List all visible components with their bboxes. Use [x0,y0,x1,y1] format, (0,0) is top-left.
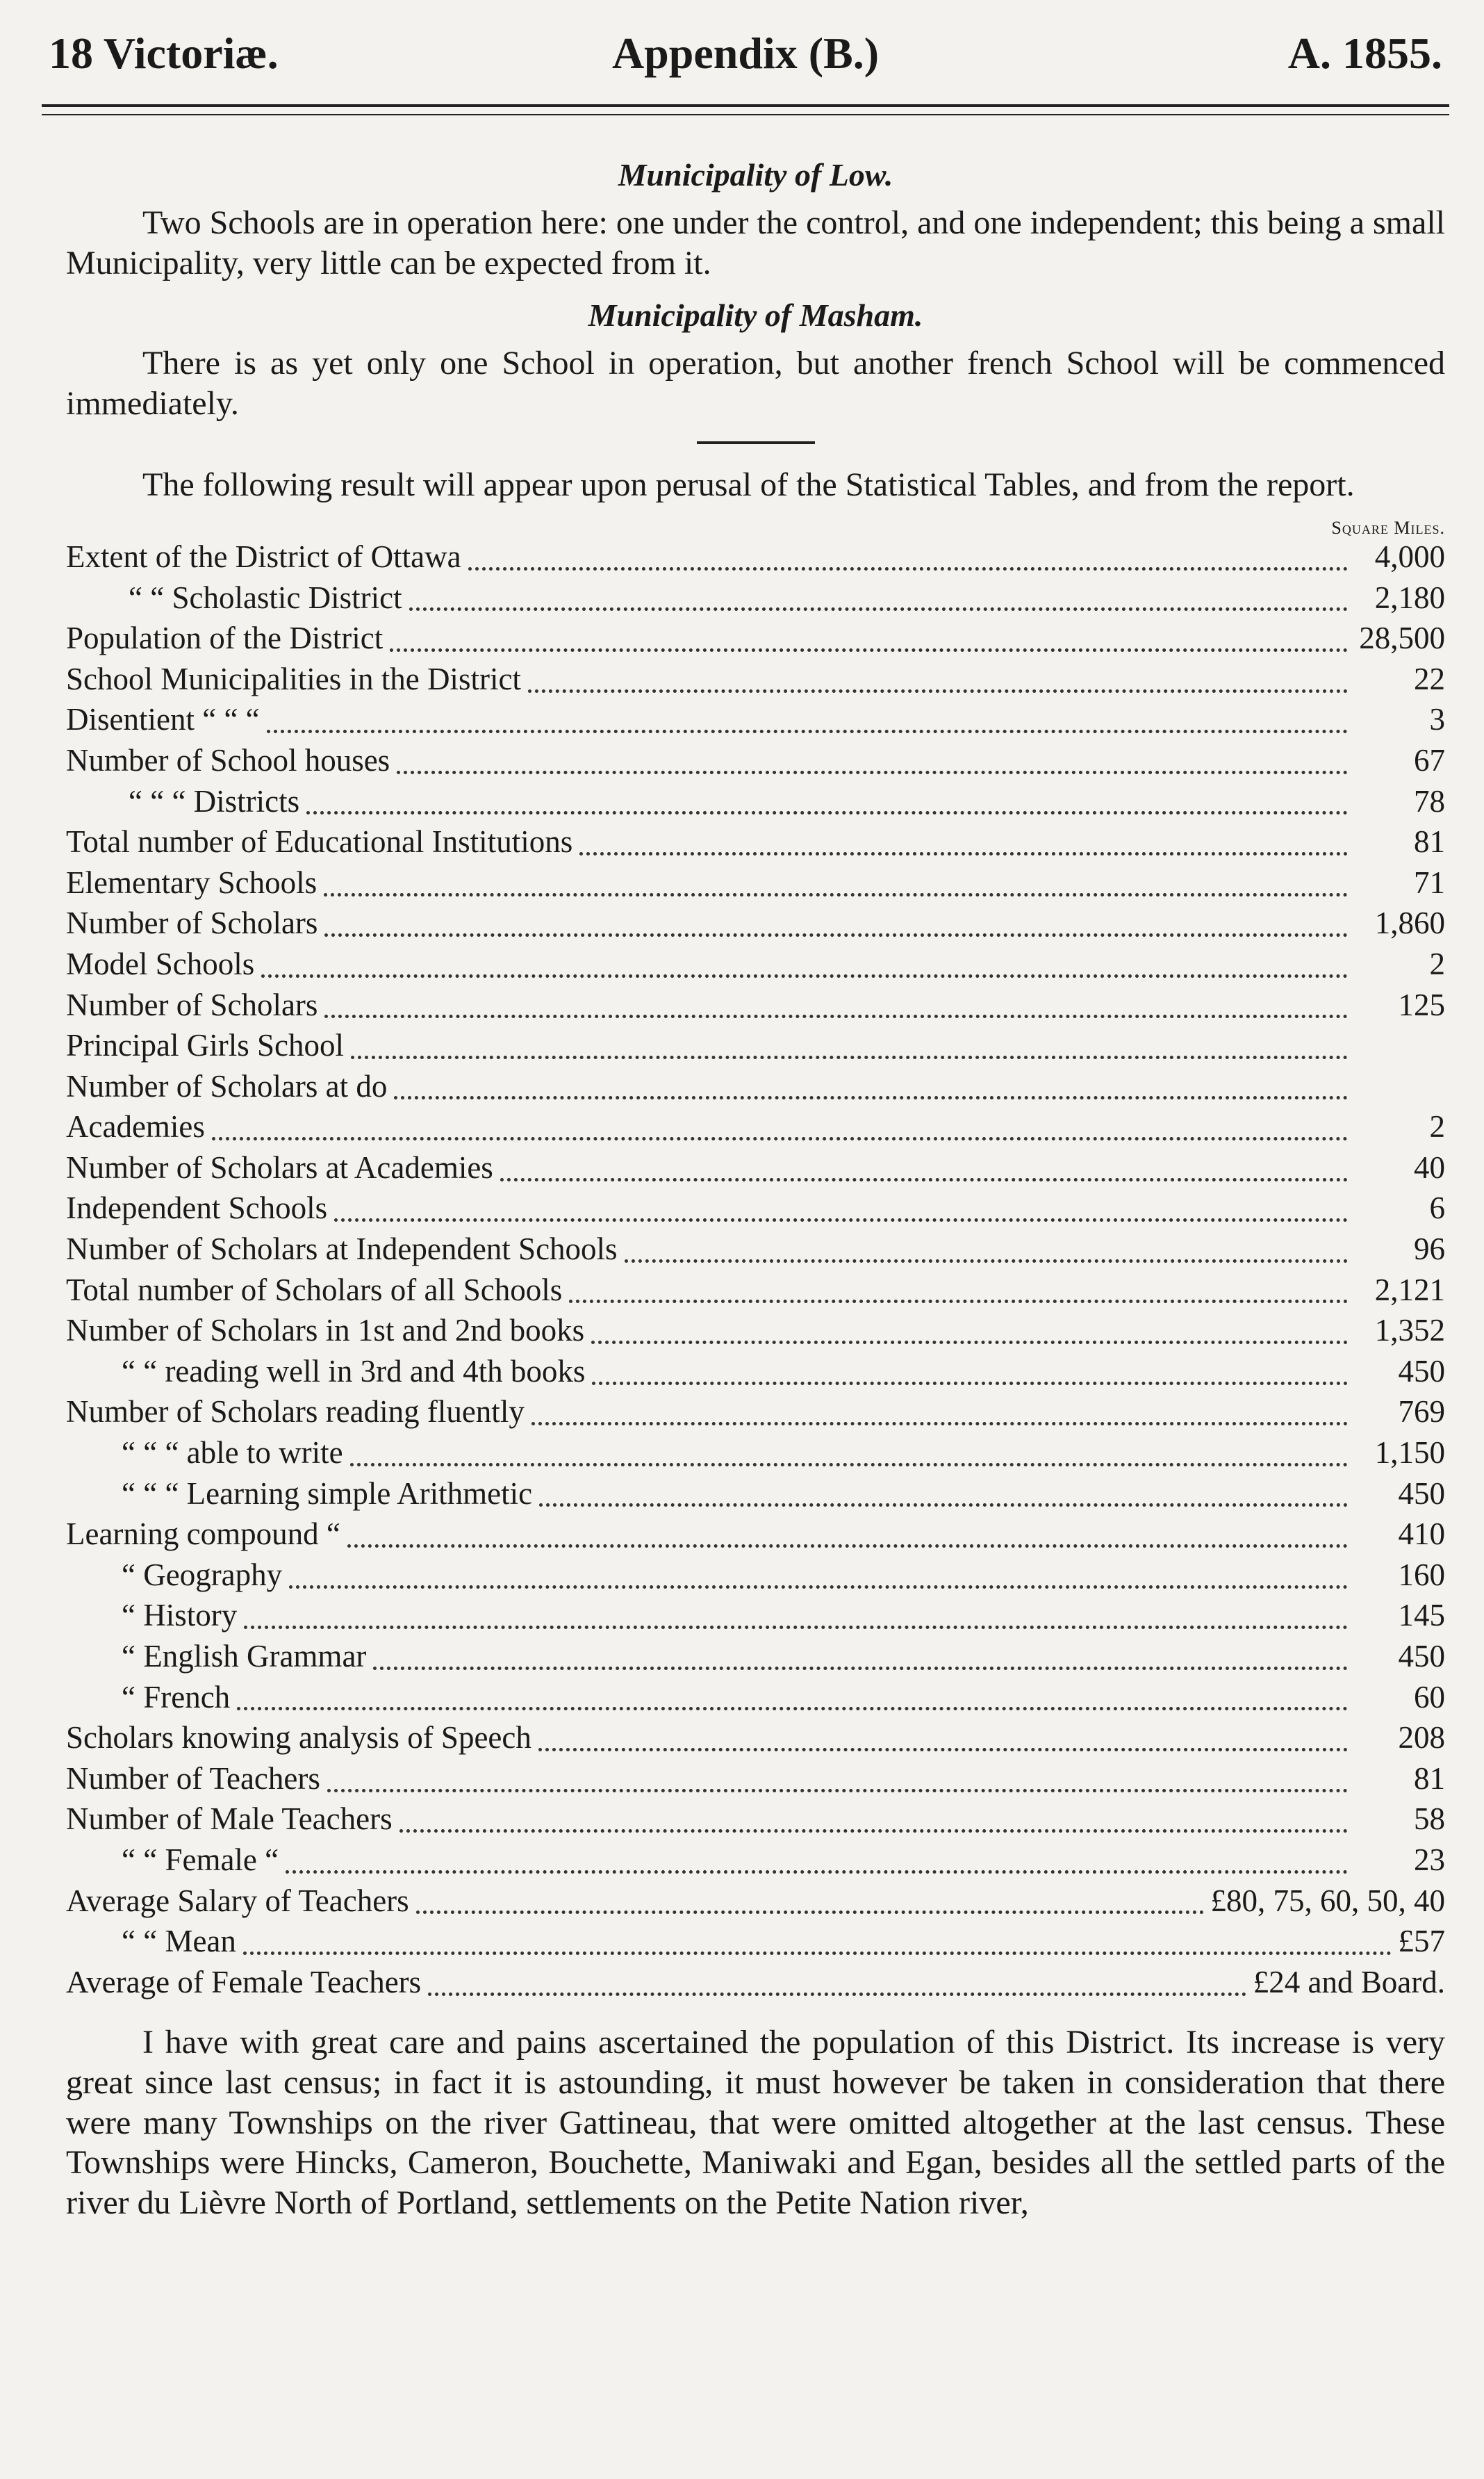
stat-row [66,1679,1445,1720]
header-rule-thin [42,114,1449,115]
leader-dots [324,933,1348,937]
stat-value: 96 [1414,1232,1445,1267]
stat-value: 450 [1398,1353,1445,1389]
header-right: A. 1855. [1287,28,1442,78]
stat-value: 40 [1414,1149,1445,1185]
stat-row [66,1923,1445,1964]
stat-label: Number of Scholars at Academies [66,1149,493,1185]
leader-dots [579,852,1348,856]
leader-dots [394,1096,1348,1099]
stat-row [66,1068,1445,1109]
leader-dots [409,607,1348,611]
stat-value: 1,150 [1374,1435,1445,1471]
stat-label: Number of School houses [66,742,390,778]
leader-dots [261,974,1348,978]
stat-row [66,1719,1445,1760]
stat-row [66,1760,1445,1801]
closing-paragraph: I have with great care and pains ascertained the population of this District. Its increase is very great since last census; in fact it is astounding, it must however be taken in consideration that there were many Townships on the river Gattineau, that were omitted altogether at the last census. These Townships were Hincks, Cameron, Bouchette, Maniwaki and Egan, besides all the settled parts of the river du Lièvre North of Portland, settlements on the Petite Nation river, [66,2024,1445,2221]
leader-dots [324,1015,1348,1018]
stat-label: Population of the District [66,621,384,656]
stat-row [66,865,1445,906]
stat-value: 6 [1429,1191,1445,1226]
stat-value: 3 [1429,702,1445,737]
stat-value: £80, 75, 60, 50, 40 [1210,1883,1445,1918]
stat-value: 78 [1414,783,1445,819]
stat-value: 410 [1398,1516,1445,1552]
leader-dots [569,1300,1348,1303]
stat-row [66,1027,1445,1068]
stat-row [66,539,1445,580]
stat-label: Academies [66,1109,205,1145]
statistics-table [66,518,1445,2004]
stat-row [66,1475,1445,1516]
stat-row [66,1231,1445,1272]
leader-dots [347,1544,1348,1548]
stat-label: Number of Teachers [66,1760,320,1796]
stat-label: Total number of Scholars of all Schools [66,1272,563,1307]
stat-value: 2 [1429,1109,1445,1145]
stat-label: Number of Scholars [66,906,318,941]
stat-value: 450 [1398,1475,1445,1511]
stat-label: Number of Scholars at do [66,1068,388,1104]
stat-row [66,783,1445,824]
leader-dots [373,1667,1348,1670]
stat-row [66,1964,1445,2005]
stat-label: “ “ Female “ [122,1842,279,1877]
stat-label: “ “ reading well in 3rd and 4th books [122,1353,586,1389]
leader-dots [625,1259,1348,1263]
stat-value: 58 [1414,1801,1445,1837]
stat-label: Number of Scholars in 1st and 2nd books [66,1313,585,1348]
stat-label: Number of Scholars at Independent Schools [66,1232,618,1267]
stat-label: “ “ “ able to write [122,1435,343,1471]
stat-label: Number of Scholars [66,987,318,1022]
header-left: 18 Victoriæ. [49,28,279,78]
leader-dots [428,1993,1246,1996]
page-content [66,142,1445,2223]
stat-row [66,946,1445,987]
leader-dots [244,1626,1348,1629]
stat-value: 67 [1414,742,1445,778]
leader-dots [243,1952,1392,1955]
leader-dots [327,1789,1348,1792]
section-separator [697,441,815,444]
stat-row [66,661,1445,702]
header-center: Appendix (B.) [611,28,880,78]
stat-row [66,1801,1445,1842]
leader-dots [399,1829,1348,1833]
stat-row [66,1883,1445,1924]
units-header: Square Miles. [1331,517,1445,538]
stat-row [66,1393,1445,1434]
stat-value: 1,860 [1374,906,1445,941]
leader-dots [416,1911,1204,1914]
stat-row [66,620,1445,661]
stat-label: Average Salary of Teachers [66,1883,409,1918]
stat-label: “ “ Scholastic District [129,580,402,615]
stat-label: Total number of Educational Institutions [66,824,573,860]
stat-label: “ English Grammar [122,1639,367,1674]
stat-row [66,1434,1445,1475]
stat-row [66,1312,1445,1353]
section-title-low: Municipality of Low. [618,157,893,193]
stat-value: 81 [1414,1760,1445,1796]
stat-label: Elementary Schools [66,865,318,900]
stat-label: Independent Schools [66,1191,328,1226]
stat-value: 81 [1414,824,1445,860]
section-text-masham: There is as yet only one School in operation, but another french School will be commenced immediately. [66,345,1445,422]
stat-row [66,1597,1445,1638]
stat-label: Principal Girls School [66,1028,344,1063]
leader-dots [592,1382,1348,1385]
stat-value: 145 [1398,1598,1445,1633]
leader-dots [468,567,1348,571]
stat-label: “ Geography [122,1557,283,1592]
stat-row [66,1638,1445,1679]
leader-dots [324,893,1348,897]
stat-value: 28,500 [1359,621,1445,656]
stat-label: Number of Male Teachers [66,1801,393,1837]
stat-label: Learning compound “ [66,1516,340,1552]
section-title-masham: Municipality of Masham. [588,297,923,334]
stat-value: 71 [1414,865,1445,900]
leader-dots [591,1341,1348,1344]
stat-value: 1,352 [1374,1313,1445,1348]
stat-row [66,1842,1445,1883]
stat-row [66,580,1445,621]
leader-dots [212,1137,1348,1140]
statistics-rows [66,539,1445,2004]
stat-label: Average of Female Teachers [66,1964,422,1999]
stat-value: 2 [1429,946,1445,981]
stat-label: “ French [122,1679,231,1715]
stat-label: “ “ “ Learning simple Arithmetic [122,1475,533,1511]
stat-label: Number of Scholars reading fluently [66,1394,525,1430]
stat-label: Disentient “ “ “ [66,702,260,737]
stat-value: £57 [1398,1924,1445,1959]
stat-row [66,1190,1445,1231]
stat-row [66,1149,1445,1191]
stat-value: 208 [1398,1720,1445,1756]
stat-value: 4,000 [1374,539,1445,574]
stat-value: 769 [1398,1394,1445,1430]
leader-dots [390,648,1348,652]
stat-value: 160 [1398,1557,1445,1592]
leader-dots [539,1503,1348,1507]
leader-dots [289,1585,1348,1589]
leader-dots [528,689,1348,693]
leader-dots [286,1870,1348,1874]
stat-value: 2,180 [1374,580,1445,615]
stat-label: Scholars knowing analysis of Speech [66,1720,531,1756]
leader-dots [531,1422,1348,1425]
stat-row [66,1353,1445,1394]
leader-dots [350,1463,1348,1466]
stat-label: “ “ “ Districts [129,783,300,819]
leader-dots [500,1178,1348,1181]
stat-row [66,701,1445,742]
stat-value: 60 [1414,1679,1445,1715]
section-text-low: Two Schools are in operation here: one under the control, and one independent; this being a small Municipality, very little can be expected from it. [66,204,1445,281]
stat-row [66,1516,1445,1557]
stat-row [66,905,1445,946]
stat-label: School Municipalities in the District [66,661,521,696]
stat-value: 450 [1398,1639,1445,1674]
stat-label: Extent of the District of Ottawa [66,539,461,574]
stat-value: 125 [1398,987,1445,1022]
page-header [49,28,1442,90]
leader-dots [306,811,1348,815]
leader-dots [538,1748,1348,1751]
stat-value: 2,121 [1374,1272,1445,1307]
stat-value: £24 and Board. [1253,1964,1445,1999]
stat-value: 22 [1414,661,1445,696]
stat-row [66,824,1445,865]
leader-dots [334,1218,1348,1222]
stat-label: “ “ Mean [122,1924,236,1959]
leader-dots [351,1056,1348,1059]
stat-row [66,742,1445,783]
stat-label: Model Schools [66,946,255,981]
stat-row [66,1557,1445,1598]
header-rule [42,104,1449,107]
stat-row [66,987,1445,1028]
stat-value: 23 [1414,1842,1445,1877]
leader-dots [397,771,1348,774]
stat-label: “ History [122,1598,238,1633]
intro-paragraph: The following result will appear upon perusal of the Statistical Tables, and from the report. [142,466,1355,504]
leader-dots [237,1707,1348,1710]
stat-row [66,1272,1445,1313]
leader-dots [267,730,1348,733]
stat-row [66,1108,1445,1149]
